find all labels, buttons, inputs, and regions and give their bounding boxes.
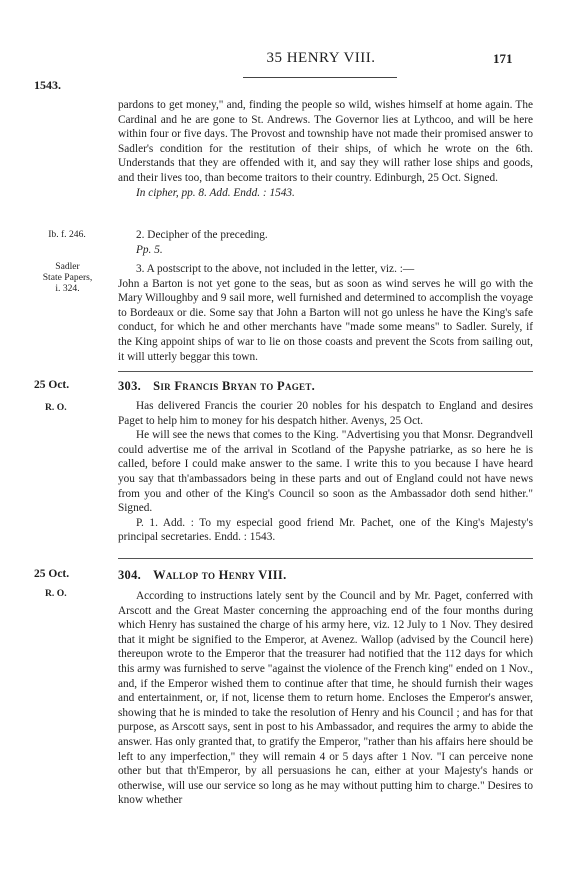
item-2-pages: Pp. 5. — [136, 243, 163, 256]
item-3 — [118, 262, 533, 364]
continuation-text — [118, 98, 533, 200]
margin-reference-ib: Ib. f. 246. — [48, 229, 86, 240]
page-number: 171 — [493, 51, 513, 66]
doc-303-title: Sir Francis Bryan to Paget. — [153, 379, 316, 393]
continuation-paragraph: pardons to get money," and, finding the people so wild, wishes himself at home again. The Cardinal and he are gone to St. Andrews. The Governor lies at Lythcoo, and will be here within four or five days. The Provost and township have not made their promised answer to Sadler's condition for the restitution of their ships, of which he wrote on the 6th. Understands that they are offended with it, and say they will rather lose ships and goods, and their lives too, than become traitors to their country. Edinburgh, 25 Oct. Signed. — [118, 99, 533, 184]
doc-303-para-2: He will see the news that comes to the King. "Advertising you that Monsr. Degrandvell could advertise me of the arrival in Scotland of the Papyshe patriarke, as so here he is called, before I could make answer to the same. I write this to you because I have heard you say that th'ambassadors being in these parts and out of England could not have news from you and other of the King's Council so soon as the Ambassador doth send hither." Signed. — [118, 429, 533, 515]
doc-303-number: 303. — [118, 379, 142, 393]
item-2-text: 2. Decipher of the preceding. — [136, 229, 268, 241]
running-head: 35 HENRY VIII. — [266, 50, 376, 66]
doc-304-number: 304. — [118, 568, 142, 582]
item-3-body: John a Barton is not yet gone to the seas, but as soon as wind serves he will go with the Mary Willoughby and 9 sail more, well furnished and determined to accomplish the voyage to Bordeaux or die. Some say that John a Barton will not go unless he have the King's safe conduct, for which he and other merchants have "made some means" to Sadler. Surely, if the King appoint ships of war to lie on those coasts and prevent the Scots from sailing out, it will utterly beggar this town. — [118, 277, 533, 363]
margin-reference-sadler — [30, 261, 105, 294]
section-rule — [118, 558, 533, 559]
doc-304-date: 25 Oct. — [34, 568, 70, 580]
doc-303-para-3: P. 1. Add. : To my especial good friend Mr. Pachet, one of the King's Majesty's principal secretaries. Endd. : 1543. — [118, 516, 533, 544]
doc-303-para-1: Has delivered Francis the courier 20 nobles for his despatch to England and desires Paget to help him to money for his despatch hither. Avenys, 25 Oct. — [118, 400, 533, 427]
section-rule — [118, 371, 533, 372]
header-rule — [243, 77, 397, 78]
margin-reference-line: Sadler — [55, 261, 80, 272]
margin-reference-line: i. 324. — [55, 283, 80, 294]
doc-303-body — [118, 399, 533, 545]
doc-304-heading — [118, 568, 287, 583]
page-header — [0, 50, 567, 92]
doc-303-heading — [118, 379, 315, 394]
margin-reference-line: State Papers, — [42, 272, 93, 283]
doc-304-body — [118, 589, 533, 808]
continuation-footer: In cipher, pp. 8. Add. Endd. : 1543. — [136, 186, 295, 199]
doc-304-source: R. O. — [45, 588, 67, 599]
doc-304-title: Wallop to Henry VIII. — [153, 568, 287, 582]
item-2 — [118, 228, 533, 257]
doc-303-date: 25 Oct. — [34, 379, 70, 391]
doc-303-source: R. O. — [45, 402, 67, 413]
doc-304-para-1: According to instructions lately sent by the Council and by Mr. Paget, conferred with Arscott and the Great Master concerning the approaching end of the four months during which Henry has sustained the charge of his army here, viz. 12 July to 1 Nov. They desired that it might be signified to the Emperor, at Avenez. Wallop (advised by the Council here) thereupon wrote to the Emperor that the treasurer had notified that the 112 days for which this army was furnished to serve "against the violence of the French king" ended on 1 Nov., and, if the Emperor wished them to continue after that time, he should furnish their wages and entertainment, or, if not, license them to return home. Encloses the Emperor's answer, showing that he is minded to take the resolution of Henry and his Council ; and has for that purpose, as Arscott says, sent in post to his Ambassador, and requires the army to abide the answer. Has only granted that, to gratify the Emperor, "rather than his affairs here should be left to any imperfection," they will remain 4 or 5 days after 1 Nov. "I can perceive none other but that th'Emperor, by all persuasions he can, either at your Majesty's hands or otherwise, will use our service so long as he may without putting him to charge." Desires to know whether — [118, 590, 533, 807]
year-heading: 1543. — [34, 78, 61, 92]
item-3-text: 3. A postscript to the above, not included in the letter, viz. :— — [136, 263, 415, 275]
